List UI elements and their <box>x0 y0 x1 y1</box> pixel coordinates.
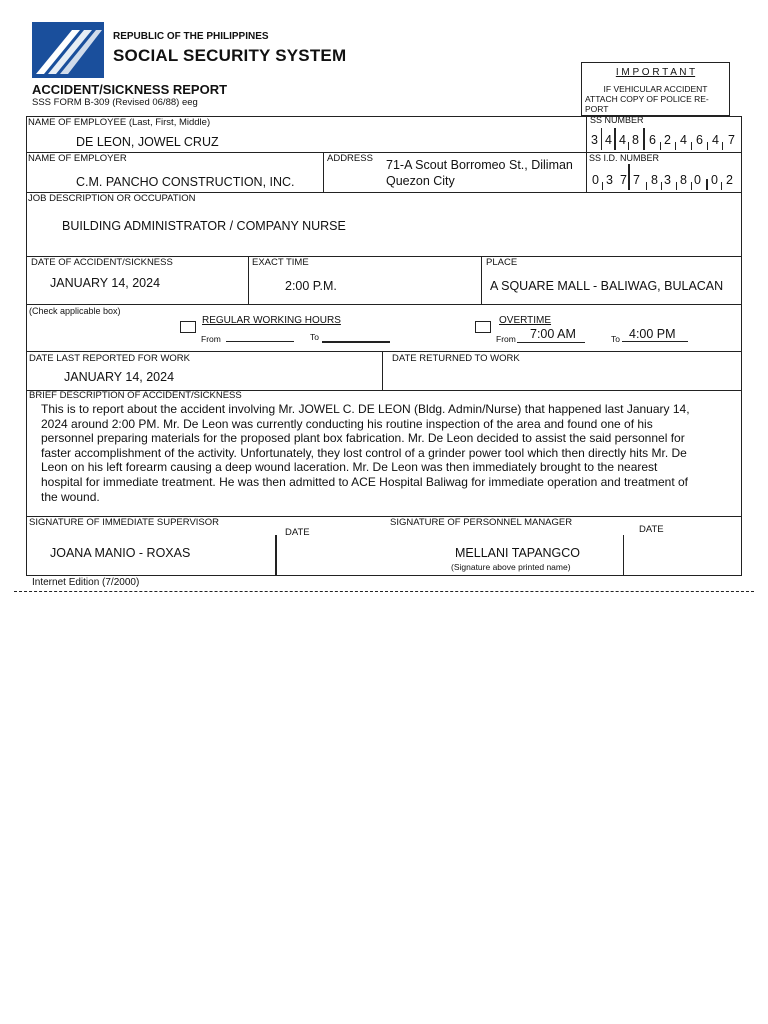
regular-from-field[interactable] <box>226 341 294 342</box>
description-line: 2024 around 2:00 PM. Mr. De Leon was currently conducting his routine inspection of the area and found one of his <box>41 416 653 431</box>
ss-id-label: SS I.D. NUMBER <box>589 153 660 163</box>
regular-to-field[interactable] <box>322 341 390 343</box>
regular-hours-checkbox[interactable] <box>180 321 196 333</box>
job-label: JOB DESCRIPTION OR OCCUPATION <box>28 193 196 204</box>
description-text <box>41 402 731 504</box>
employer-name-label: NAME OF EMPLOYER <box>28 153 127 164</box>
ss-digit: 4 <box>712 133 719 147</box>
republic-label: REPUBLIC OF THE PHILIPPINES <box>113 31 269 42</box>
job-value: BUILDING ADMINISTRATOR / COMPANY NURSE <box>62 219 346 233</box>
report-title: ACCIDENT/SICKNESS REPORT <box>32 82 228 97</box>
agency-name: SOCIAL SECURITY SYSTEM <box>113 46 347 65</box>
ss-digit: 8 <box>632 133 639 147</box>
ss-id-digit: 8 <box>651 173 658 187</box>
employer-name-value: C.M. PANCHO CONSTRUCTION, INC. <box>76 175 295 189</box>
address-line2: Quezon City <box>386 174 455 188</box>
overtime-label: OVERTIME <box>499 315 552 326</box>
description-line: hospital for immediate treatment. He was then admitted to ACE Hospital Baliwag for immediate operation and treatment of <box>41 474 688 489</box>
ss-digit: 6 <box>696 133 703 147</box>
ss-id-digit: 2 <box>726 173 733 187</box>
important-line2: ATTACH COPY OF POLICE RE- <box>585 94 709 104</box>
overtime-to-value: 4:00 PM <box>629 327 676 341</box>
overtime-to-label: To <box>611 334 620 344</box>
edition-label: Internet Edition (7/2000) <box>32 577 140 588</box>
supervisor-signature-label: SIGNATURE OF IMMEDIATE SUPERVISOR <box>29 517 220 528</box>
overtime-from-label: From <box>496 334 516 344</box>
accident-date-label: DATE OF ACCIDENT/SICKNESS <box>31 257 173 268</box>
ss-digit: 3 <box>591 133 598 147</box>
last-reported-value: JANUARY 14, 2024 <box>64 370 175 384</box>
ss-digit: 4 <box>605 133 612 147</box>
returned-label: DATE RETURNED TO WORK <box>392 353 520 364</box>
employee-name-value: DE LEON, JOWEL CRUZ <box>76 135 219 149</box>
manager-signature-label: SIGNATURE OF PERSONNEL MANAGER <box>390 517 573 528</box>
place-value: A SQUARE MALL - BALIWAG, BULACAN <box>490 279 724 293</box>
ss-digit: 4 <box>680 133 687 147</box>
overtime-checkbox[interactable] <box>475 321 491 333</box>
last-reported-label: DATE LAST REPORTED FOR WORK <box>29 353 190 364</box>
ss-digit: 2 <box>664 133 671 147</box>
ss-digit: 6 <box>649 133 656 147</box>
supervisor-name: JOANA MANIO - ROXAS <box>50 546 191 560</box>
description-line: the wound. <box>41 489 100 504</box>
ss-digit: 7 <box>728 133 735 147</box>
check-instruction: (Check applicable box) <box>29 306 121 316</box>
date-label-1: DATE <box>285 527 310 538</box>
regular-to-label: To <box>310 332 319 342</box>
sss-logo-icon <box>32 22 104 78</box>
date-label-2: DATE <box>639 524 664 535</box>
regular-hours-label: REGULAR WORKING HOURS <box>202 315 341 326</box>
ss-id-digit: 7 <box>633 173 640 187</box>
description-line: personnel preparing materials for the proposed plant box fabrication. Mr. De Leon decided to assist the said personnel for <box>41 431 685 446</box>
accident-date-value: JANUARY 14, 2024 <box>50 276 161 290</box>
ss-digit: 4 <box>619 133 626 147</box>
ss-id-digit: 8 <box>680 173 687 187</box>
overtime-from-value: 7:00 AM <box>530 327 576 341</box>
ss-number-label: SS NUMBER <box>590 115 644 125</box>
important-line3: PORT <box>585 104 609 114</box>
place-label: PLACE <box>486 257 518 268</box>
manager-note: (Signature above printed name) <box>451 562 571 572</box>
ss-id-digit: 3 <box>664 173 671 187</box>
important-title: I M P O R T A N T <box>615 67 696 78</box>
ss-id-digit: 0 <box>592 173 599 187</box>
description-line: faster accomplishment of the activity. Unfortunately, they lost control of a grinder power tool which then directly hits Mr. De <box>41 445 687 460</box>
employee-name-label: NAME OF EMPLOYEE (Last, First, Middle) <box>28 117 211 128</box>
ss-id-digit: 0 <box>711 173 718 187</box>
cut-line <box>14 591 754 592</box>
important-line1: IF VEHICULAR ACCIDENT <box>603 84 708 94</box>
description-line: Leon on his left forearm causing a deep wound laceration. Mr. De Leon was then immediately brought to the nearest <box>41 460 658 475</box>
ss-id-digit: 3 <box>606 173 613 187</box>
manager-name: MELLANI TAPANGCO <box>455 546 581 560</box>
form-code: SSS FORM B-309 (Revised 06/88) eeg <box>32 97 198 108</box>
ss-id-digit: 7 <box>620 173 627 187</box>
description-line: This is to report about the accident involving Mr. JOWEL C. DE LEON (Bldg. Admin/Nurse) that happened last January 14, <box>41 402 690 416</box>
exact-time-value: 2:00 P.M. <box>285 279 337 293</box>
description-label: BRIEF DESCRIPTION OF ACCIDENT/SICKNESS <box>29 390 242 401</box>
address-label: ADDRESS <box>327 153 373 164</box>
exact-time-label: EXACT TIME <box>252 257 309 268</box>
regular-from-label: From <box>201 334 221 344</box>
ss-id-digit: 0 <box>694 173 701 187</box>
important-box <box>581 62 730 116</box>
address-line1: 71-A Scout Borromeo St., Diliman <box>386 158 573 172</box>
